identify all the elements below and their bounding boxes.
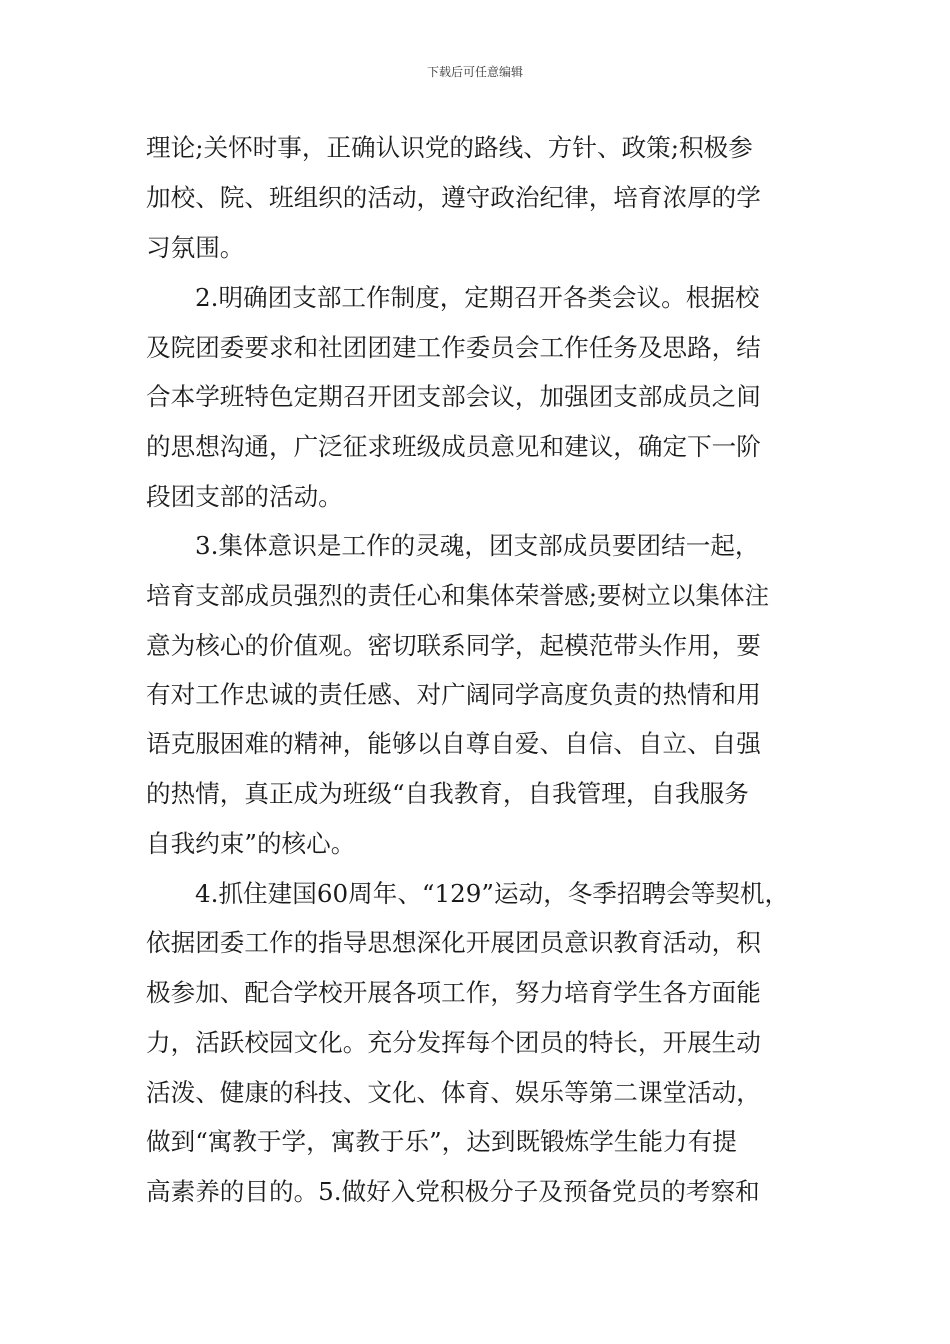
body-line: 自我约束”的核心。 [146, 829, 356, 858]
body-line: 习氛围。 [146, 233, 245, 262]
body-line: 极参加、配合学校开展各项工作，努力培育学生各方面能 [146, 978, 761, 1007]
body-line: 力，活跃校园文化。充分发挥每个团员的特长，开展生动 [146, 1028, 761, 1057]
body-line: 加校、院、班组织的活动，遵守政治纪律，培育浓厚的学 [146, 183, 761, 212]
body-line: 语克服困难的精神，能够以自尊自爱、自信、自立、自强 [146, 729, 761, 758]
body-line: 的热情，真正成为班级“自我教育，自我管理，自我服务 [146, 779, 749, 808]
body-line: 段团支部的活动。 [146, 482, 343, 511]
page-header: 下载后可任意编辑 [426, 65, 523, 79]
body-line: 做到“寓教于学，寓教于乐”，达到既锻炼学生能力有提 [146, 1127, 737, 1156]
paragraph-4-start: 4.抓住建国60周年、“129”运动，冬季招聘会等契机， [195, 879, 790, 908]
body-line: 意为核心的价值观。密切联系同学，起模范带头作用，要 [146, 631, 761, 660]
body-line: 的思想沟通，广泛征求班级成员意见和建议，确定下一阶 [146, 432, 761, 461]
paragraph-3-start: 3.集体意识是工作的灵魂，团支部成员要团结一起， [195, 531, 760, 560]
body-line: 培育支部成员强烈的责任心和集体荣誉感;要树立以集体注 [146, 581, 770, 610]
body-line: 依据团委工作的指导思想深化开展团员意识教育活动，积 [146, 928, 761, 957]
body-line: 活泼、健康的科技、文化、体育、娱乐等第二课堂活动， [146, 1078, 761, 1107]
body-line: 合本学班特色定期召开团支部会议，加强团支部成员之间 [146, 382, 761, 411]
body-line: 高素养的目的。5.做好入党积极分子及预备党员的考察和 [146, 1177, 760, 1206]
body-line: 理论;关怀时事，正确认识党的路线、方针、政策;积极参 [146, 133, 753, 162]
paragraph-2-start: 2.明确团支部工作制度，定期召开各类会议。根据校 [195, 283, 760, 312]
body-line: 及院团委要求和社团团建工作委员会工作任务及思路，结 [146, 333, 761, 362]
body-line: 有对工作忠诚的责任感、对广阔同学高度负责的热情和用 [146, 680, 761, 709]
